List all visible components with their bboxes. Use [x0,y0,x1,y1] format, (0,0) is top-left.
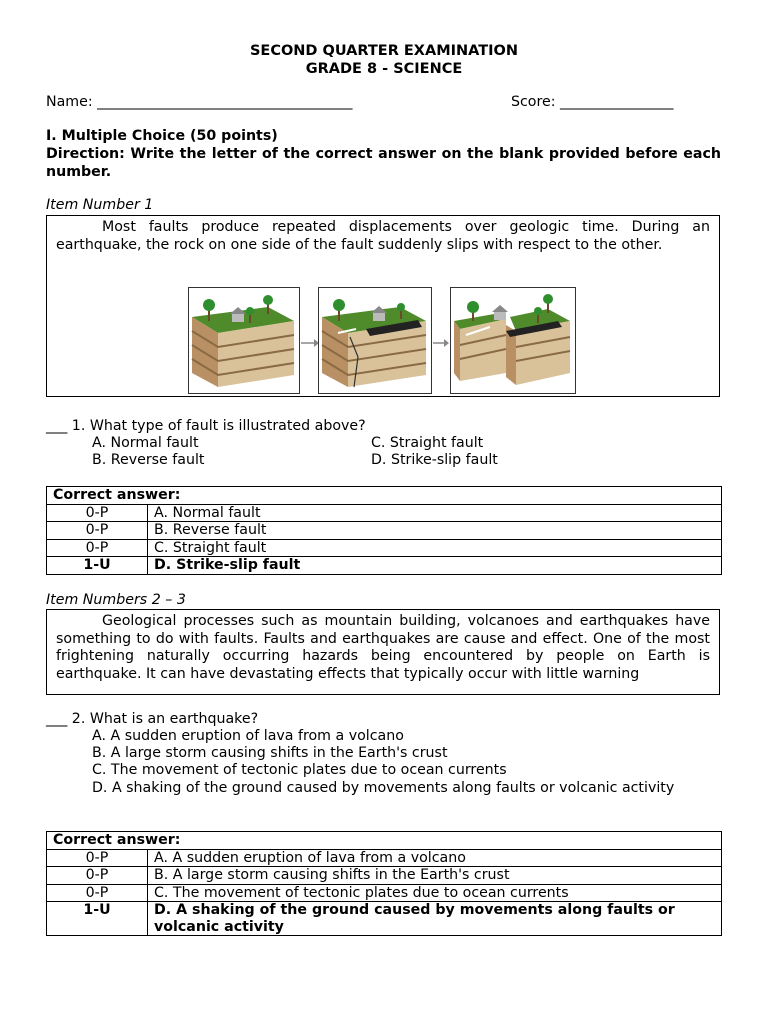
q2-choice-d: D. A shaking of the ground caused by movements along faults or volcanic activity [92,780,675,796]
answer-text: D. A shaking of the ground caused by movements along faults or volcanic activity [148,902,722,936]
score-field[interactable]: Score: ________________ [511,94,674,110]
q2-choice-b: B. A large storm causing shifts in the Earth's crust [92,745,448,761]
answer-score: 0-P [47,522,148,540]
q1-answer-table [46,486,722,575]
answer-text: B. Reverse fault [148,522,722,540]
item1-passage: Most faults produce repeated displacements over geologic time. During an earthquake, the rock on one side of the fault suddenly slips with respect to the other. [56,219,710,253]
answer-text: C. Straight fault [148,539,722,557]
arrow-right-icon [301,339,319,347]
fault-diagram-stage-3 [451,288,576,394]
answer-table-header: Correct answer: [47,487,722,505]
question-1: ___ 1. What type of fault is illustrated above? [46,418,366,434]
answer-score: 0-P [47,504,148,522]
q2-choice-c: C. The movement of tectonic plates due to ocean currents [92,762,507,778]
table-row [47,867,722,885]
answer-text: B. A large storm causing shifts in the Earth's crust [148,867,722,885]
answer-score: 0-P [47,884,148,902]
answer-score: 1-U [47,902,148,936]
table-row [47,522,722,540]
house-icon [492,305,508,320]
table-row [47,504,722,522]
fault-diagram [188,287,578,395]
answer-text: C. The movement of tectonic plates due to ocean currents [148,884,722,902]
item23-passage-box [46,609,720,695]
answer-table-header: Correct answer: [47,832,722,850]
exam-subtitle: GRADE 8 - SCIENCE [305,61,463,77]
q1-choice-c: C. Straight fault [371,435,484,451]
fault-diagram-stage-2 [319,288,432,394]
answer-score: 0-P [47,867,148,885]
answer-score: 1-U [47,557,148,575]
fault-diagram-stage-1 [189,288,300,394]
item23-passage: Geological processes such as mountain building, volcanoes and earthquakes have something to do with faults. Faults and earthquakes are cause and effect. One of the most frightening naturally occurring hazards being encountered by people on Earth is earthquake. It can have devastating effects that typically occur with little warning [56,613,710,682]
q2-choice-a: A. A sudden eruption of lava from a volcano [92,728,404,744]
question-2: ___ 2. What is an earthquake? [46,711,259,727]
table-row-correct [47,557,722,575]
section-direction: Direction: Write the letter of the correct answer on the blank provided before each number. [46,146,721,180]
house-icon [371,306,387,321]
table-row [47,539,722,557]
exam-title: SECOND QUARTER EXAMINATION [249,43,519,59]
section-title: I. Multiple Choice (50 points) [46,128,278,144]
answer-text: D. Strike-slip fault [148,557,722,575]
q1-choice-b: B. Reverse fault [92,452,205,468]
q1-choice-d: D. Strike-slip fault [371,452,498,468]
answer-text: A. A sudden eruption of lava from a volcano [148,849,722,867]
name-field[interactable]: Name: ____________________________________ [46,94,353,110]
arrow-right-icon [433,339,449,347]
house-icon [230,307,246,322]
table-row [47,884,722,902]
item1-label: Item Number 1 [46,197,154,213]
table-row-correct [47,902,722,936]
answer-text: A. Normal fault [148,504,722,522]
q2-answer-table [46,831,722,936]
q1-choice-a: A. Normal fault [92,435,199,451]
answer-score: 0-P [47,539,148,557]
item23-label: Item Numbers 2 – 3 [46,592,186,608]
table-row [47,849,722,867]
answer-score: 0-P [47,849,148,867]
